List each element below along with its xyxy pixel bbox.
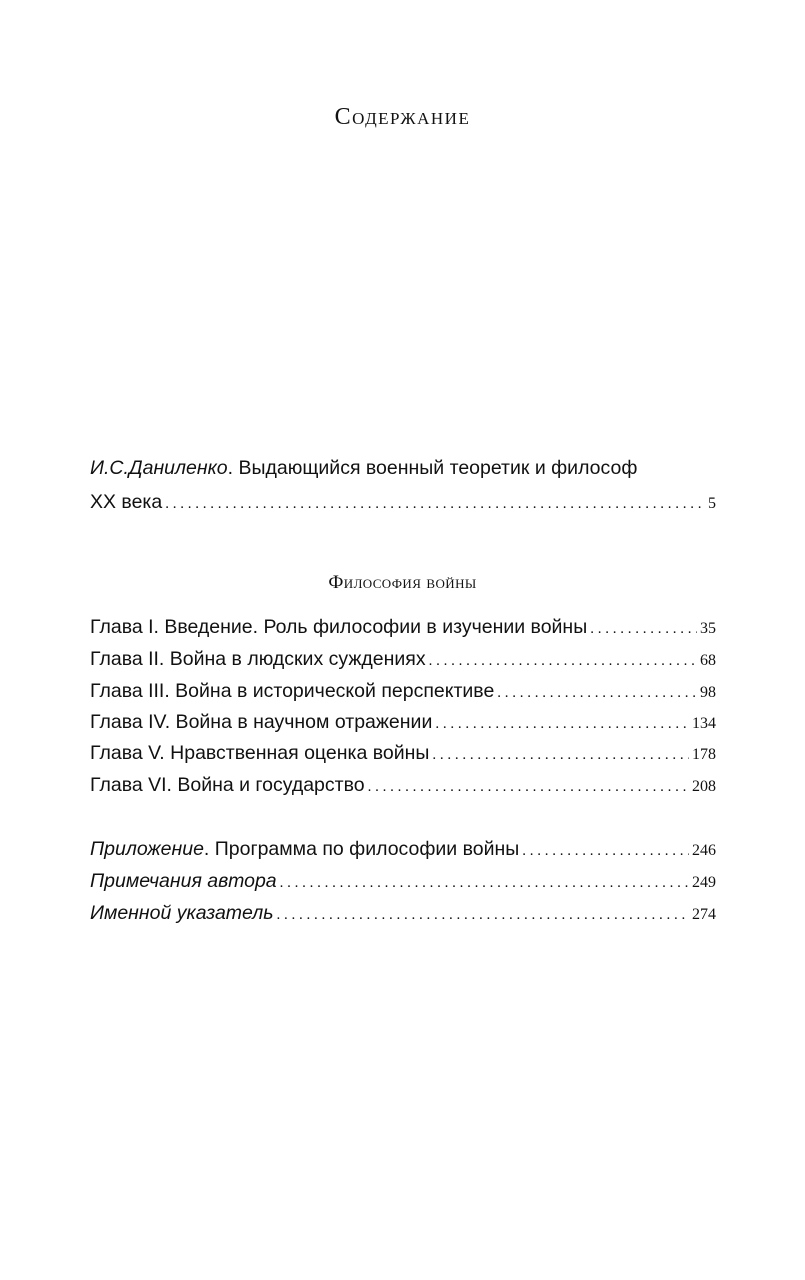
toc-entry-label: Именной указатель: [90, 902, 274, 924]
page-number: 246: [692, 842, 716, 859]
section-title: Философия войны: [328, 572, 477, 593]
leader-dots: [590, 614, 697, 644]
toc-entry-appendix: [90, 834, 716, 864]
intro-title-cont: XX века: [90, 491, 163, 513]
page-number: 35: [700, 620, 716, 637]
appendix-label-rest: . Программа по философии войны: [203, 838, 520, 860]
toc-entry-index: [90, 898, 716, 928]
page-number: 5: [708, 495, 716, 512]
toc-entry-label: Глава III. Война в исторической перспективе: [90, 680, 495, 702]
toc-entry-chapter-2: [90, 644, 716, 674]
leader-dots: [435, 709, 689, 739]
leader-dots: [277, 900, 690, 930]
leader-dots: [165, 489, 705, 519]
toc-entry-chapter-6: [90, 770, 716, 800]
toc-entry-label: Примечания автора: [90, 870, 277, 892]
intro-entry-line1: [90, 453, 716, 483]
page-number: 208: [692, 778, 716, 795]
page-number: 134: [692, 715, 716, 732]
page-number: 274: [692, 906, 716, 923]
page-number: 98: [700, 684, 716, 701]
leader-dots: [280, 868, 689, 898]
leader-dots: [429, 646, 697, 676]
intro-title: . Выдающийся военный теоретик и философ: [227, 457, 638, 479]
page-number: 249: [692, 874, 716, 891]
leader-dots: [497, 678, 697, 708]
toc-entry-label: Глава VI. Война и государство: [90, 774, 365, 796]
leader-dots: [368, 772, 689, 802]
toc-entry-chapter-1: [90, 612, 716, 642]
toc-entry-label: Глава IV. Война в научном отражении: [90, 711, 433, 733]
page-number: 178: [692, 746, 716, 763]
toc-entry-chapter-4: [90, 707, 716, 737]
intro-author: И.С.Даниленко: [90, 457, 228, 479]
page-title: Содержание: [334, 104, 471, 130]
toc-entry-notes: [90, 866, 716, 896]
toc-entry-label: Глава V. Нравственная оценка войны: [90, 742, 430, 764]
leader-dots: [522, 836, 689, 866]
toc-entry-label: [90, 834, 519, 864]
toc-entry-chapter-5: [90, 738, 716, 768]
toc-entry-chapter-3: [90, 676, 716, 706]
appendix-label-italic: Приложение: [90, 838, 204, 860]
toc-entry-label: Глава II. Война в людских суждениях: [90, 648, 426, 670]
intro-entry-line2: [90, 487, 716, 517]
toc-entry-label: Глава I. Введение. Роль философии в изучении войны: [90, 616, 588, 638]
leader-dots: [432, 740, 689, 770]
page-number: 68: [700, 652, 716, 669]
